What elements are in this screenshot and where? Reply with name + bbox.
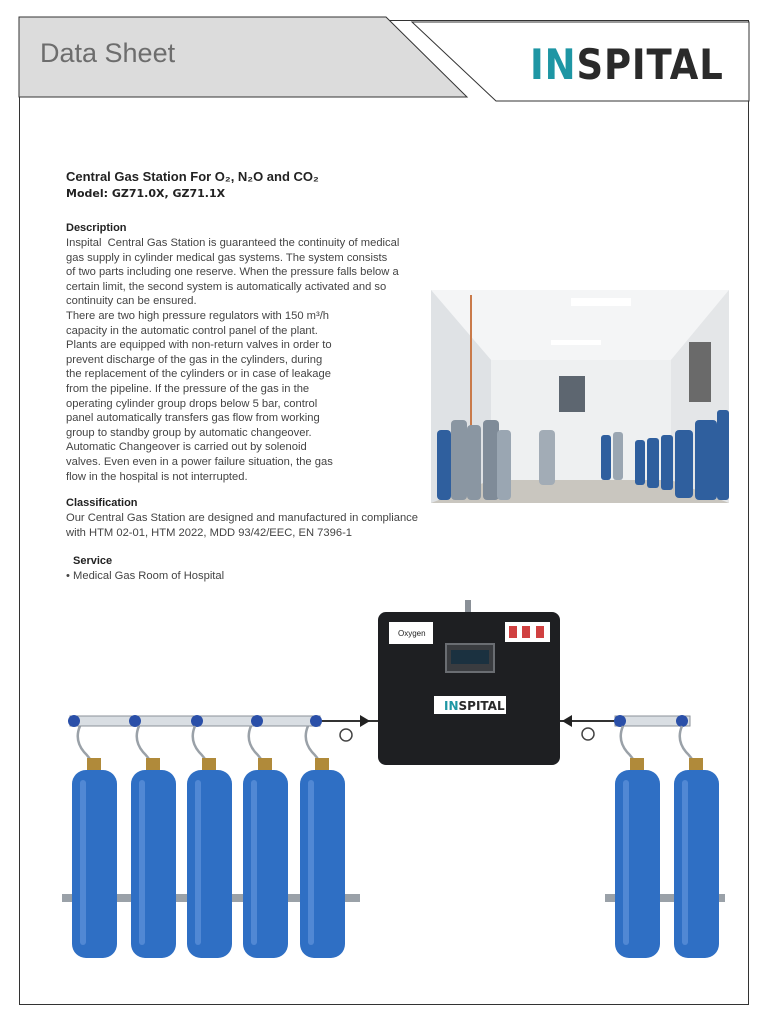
service-heading: Service [73,555,113,567]
text-line: certain limit, the second system is automatically activated and so [66,280,387,293]
gas-room-photo [431,290,729,503]
cylinder [187,726,232,958]
text-line: continuity can be ensured. [66,295,197,308]
text-line: with HTM 02-01, HTM 2022, MDD 93/42/EEC, EN 7396-1 [66,526,353,539]
service-item: • Medical Gas Room of Hospital [66,570,225,582]
text-line: gas supply in cylinder medical gas systems. The system consists [66,251,388,264]
text-line: operating cylinder group drops below 5 bar, control [66,397,318,410]
text-line: capacity in the automatic control panel of the plant. [66,324,318,337]
classification-text [66,511,418,540]
cylinder [72,726,117,958]
cylinder [131,726,176,958]
logo-prefix: IN [530,40,577,89]
text-line: from the pipeline. If the pressure of the gas in the [66,382,310,395]
panel-brand-text [444,699,505,713]
cylinder [300,726,345,958]
product-model: Model: GZ71.0X, GZ71.1X [66,187,226,200]
logo-suffix: SPITAL [576,40,724,89]
text-line: valves. Even even in a power failure situation, the gas [66,455,333,468]
panel-brand-suffix: SPITAL [458,699,505,713]
inspital-logo [530,40,724,89]
cylinder [674,726,719,958]
text-line: group to standby group by automatic changeover. [66,426,312,439]
description-text [66,236,399,484]
text-line: Our Central Gas Station are designed and manufactured in compliance [66,512,418,524]
description-heading: Description [66,222,127,234]
text-line: of two parts including one reserve. When the pressure falls below a [66,266,399,279]
gas-station-illustration [60,598,740,978]
classification-heading: Classification [66,497,138,509]
cylinder [615,726,660,958]
text-line: the replacement of the cylinders or in case of leakage [66,368,331,381]
text-line: Plants are equipped with non-return valves in order to [66,339,332,352]
text-line: Inspital Central Gas Station is guaranteed the continuity of medical [66,237,400,249]
oxygen-label-text: Oxygen [398,629,426,638]
panel-brand-prefix: IN [444,699,459,713]
text-line: There are two high pressure regulators with 150 m³/h [66,309,330,322]
text-line: panel automatically transfers gas flow from working [66,412,320,425]
text-line: flow in the hospital is not interrupted. [66,470,248,483]
page-title: Data Sheet [40,38,176,68]
text-line: prevent discharge of the gas in the cylinders, during [66,353,323,366]
cylinder [243,726,288,958]
product-title: Central Gas Station For O₂, N₂O and CO₂ [66,169,319,184]
text-line: Automatic Changeover is carried out by solenoid [66,441,307,454]
